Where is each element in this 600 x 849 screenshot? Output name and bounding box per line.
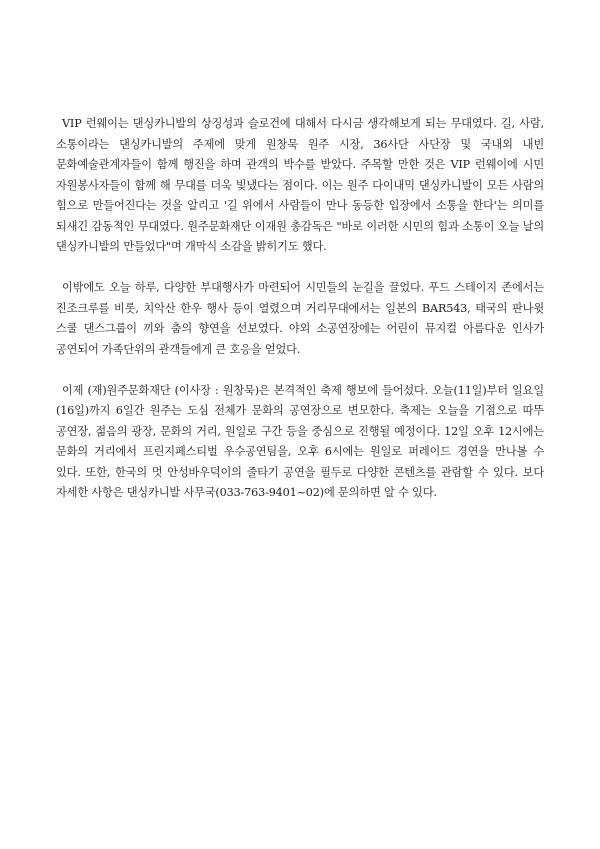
paragraph-festival-schedule: 이제 (재)원주문화재단 (이사장 : 원창묵)은 본격적인 축제 행보에 들어섰다. 오늘(11일)부터 일요일(16일)까지 6일간 원주는 도심 전체가 문화의 공연장으로 변모한다. 축제는 오늘을 기점으로 따뚜 공연장, 젊음의 광장, 문화의 거리, 원일로 구간 등을 중심으로 진행될 예정이다. 12일 오후 12시에는 문화의 거리에서 프린지페스티벌 우수공연팀을, 오후 6시에는 원일로 퍼레이드 경연을 만나볼 수 있다. 또한, 한국의 멋 안성바우덕이의 줄타기 공연을 필두로 다양한 콘텐츠를 관람할 수 있다. 보다 자세한 사항은 댄싱카니발 사무국(033-763-9401~02)에 문의하면 알 수 있다.: [56, 383, 544, 499]
paragraph-side-events: 이밖에도 오늘 하루, 다양한 부대행사가 마련되어 시민들의 눈길을 끌었다. 푸드 스테이지 존에서는 진조크루를 비롯, 치악산 한우 행사 등이 열렸으며 거리무대에서는 일본의 BAR543, 태국의 판나윗 스쿨 댄스그룹이 끼와 춤의 향연을 선보였다. 야외 소공연장에는 어린이 뮤지컬 아름다운 인사가 공연되어 가족단위의 관객들에게 큰 호응을 얻었다.: [56, 281, 544, 356]
document-body: [56, 114, 544, 504]
paragraph-vip-runway: VIP 런웨이는 댄싱카니발의 상징성과 슬로건에 대해서 다시금 생각해보게 되는 무대였다. 길, 사람, 소통이라는 댄싱카니발의 주제에 맞게 원창묵 원주 시장, 36사단 사단장 및 국내외 내빈 문화예술관계자들이 함께 행진을 하며 관객의 박수를 받았다. 주목할 만한 것은 VIP 런웨이에 시민 자원봉사자들이 함께 해 무대를 더욱 빛냈다는 점이다. 이는 원주 다이내믹 댄싱카니발이 모든 사람의 힘으로 만들어진다는 것을 알리고 '길 위에서 사람들이 만나 동등한 입장에서 소통을 한다'는 의미를 되새긴 감동적인 무대였다. 원주문화재단 이재원 총감독은 "바로 이러한 시민의 힘과 소통이 오늘 날의 댄싱카니발의 만들었다"며 개막식 소감을 밝히기도 했다.: [56, 117, 544, 253]
